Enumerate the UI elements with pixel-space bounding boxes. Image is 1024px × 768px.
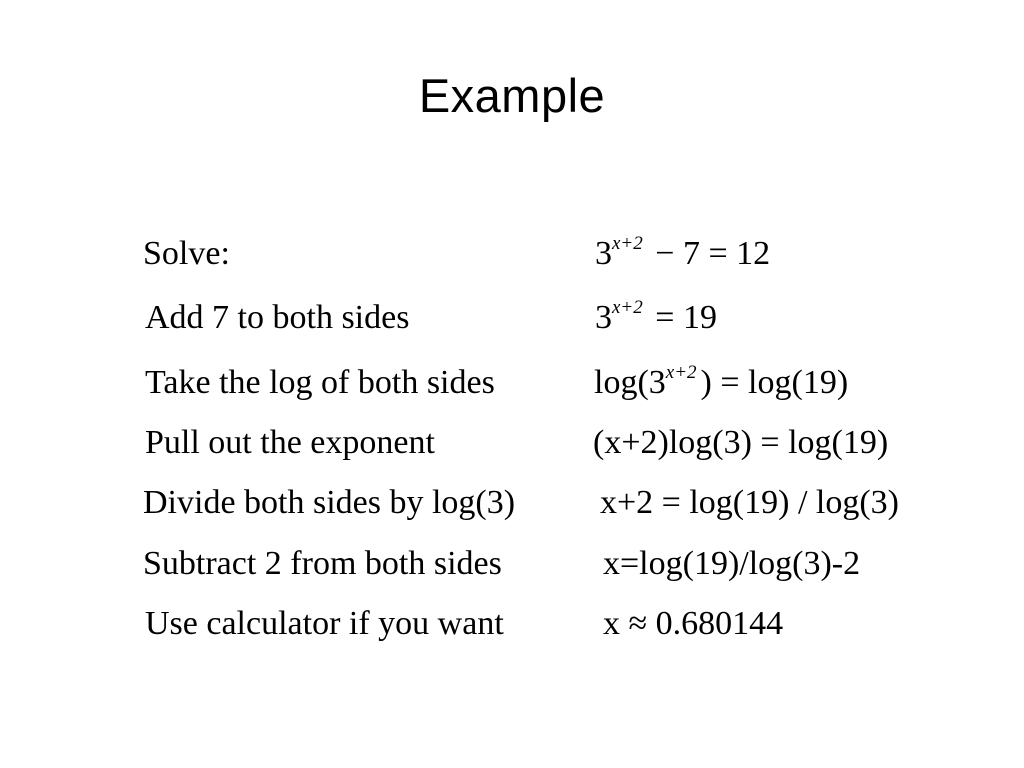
- step-label: Take the log of both sides: [145, 364, 495, 401]
- step-equation: x ≈ 0.680144: [603, 605, 784, 642]
- step-row-divide: [0, 481, 1024, 525]
- step-label: Add 7 to both sides: [145, 299, 410, 336]
- step-label: Use calculator if you want: [145, 605, 504, 642]
- step-equation: x=log(19)/log(3)-2: [603, 545, 861, 582]
- equation-base: 3: [595, 299, 612, 336]
- slide-title: Example: [418, 69, 606, 122]
- equation-exponent: x+2: [612, 297, 643, 318]
- step-label: Pull out the exponent: [145, 424, 435, 461]
- step-label: Solve:: [143, 235, 230, 272]
- equation-rest: − 7 = 12: [646, 235, 771, 272]
- step-equation: (x+2)log(3) = log(19): [593, 424, 889, 461]
- step-row-pull-exponent: [0, 421, 1024, 465]
- step-row-calculator: [0, 602, 1024, 646]
- step-label: Subtract 2 from both sides: [143, 545, 502, 582]
- step-label: Divide both sides by log(3): [143, 484, 516, 521]
- step-row-add-7: [0, 296, 1024, 340]
- equation-before: log(3: [594, 364, 666, 401]
- step-row-solve: [0, 232, 1024, 276]
- equation-exponent: x+2: [665, 362, 697, 383]
- step-row-take-log: [0, 361, 1024, 405]
- step-equation: [594, 361, 848, 410]
- equation-exponent: x+2: [612, 233, 643, 254]
- step-row-subtract-2: [0, 542, 1024, 586]
- step-equation: [595, 296, 717, 345]
- equation-after: ) = log(19): [700, 364, 849, 401]
- equation-base: 3: [595, 235, 612, 272]
- step-equation: x+2 = log(19) / log(3): [600, 484, 899, 521]
- step-equation: [595, 232, 770, 281]
- equation-rest: = 19: [646, 299, 717, 336]
